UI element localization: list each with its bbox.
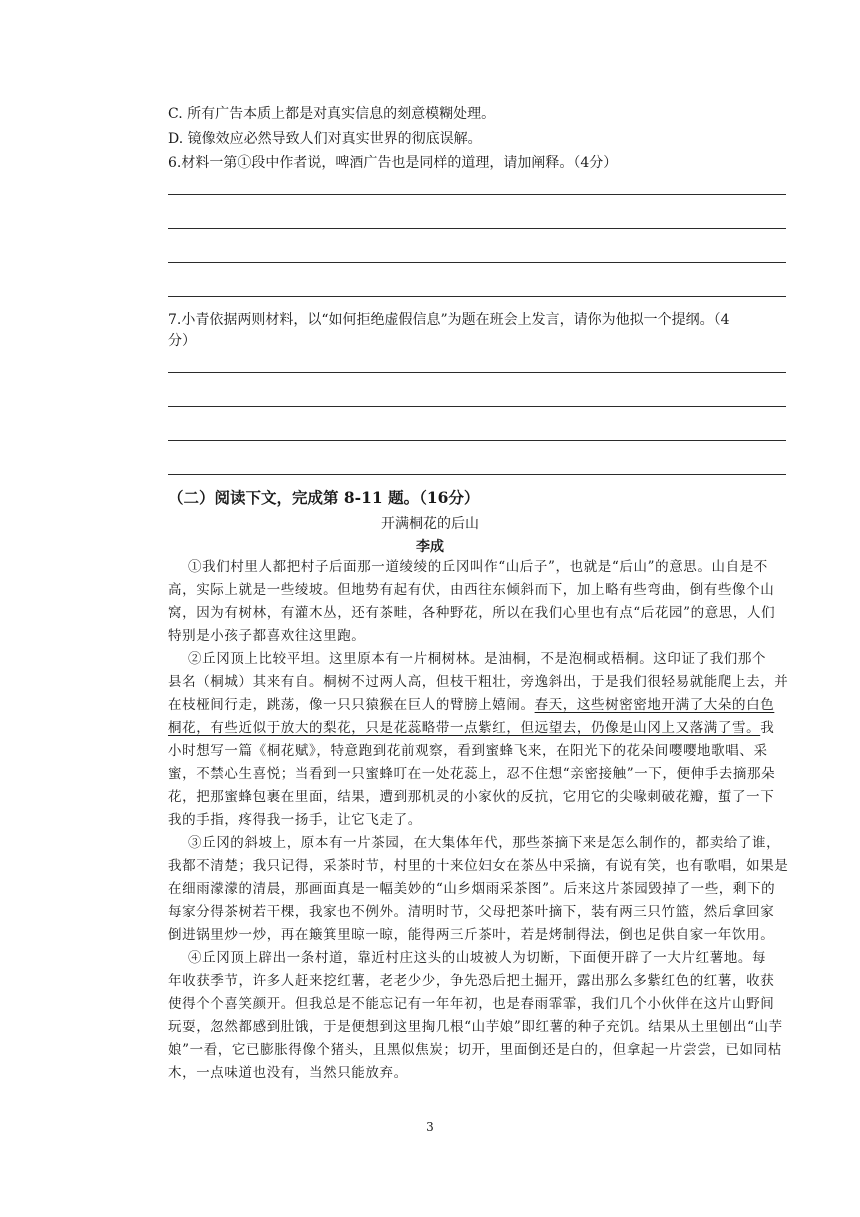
question-7-line-1: 7.小青依据两则材料，以“如何拒绝虚假信息”为题在班会上发言，请你为他拟一个提纲。（4 [168, 312, 730, 328]
paragraph-3 [168, 832, 788, 947]
answer-line [168, 296, 786, 297]
answer-line [168, 440, 786, 441]
paragraph-line: 我都不清楚；我只记得，采茶时节，村里的十来位妇女在茶丛中采摘，有说有笑，也有歌唱，如果是 [168, 858, 788, 874]
paragraph-line: 倒进锅里炒一炒，再在簸箕里晾一晾，能得两三斤茶叶，若是烤制得法，倒也足供自家一年饮用。 [168, 927, 775, 943]
paragraph-line: 高，实际上就是一些绫坡。但地势有起有伏，由西往东倾斜而下，加上略有些弯曲，倒有些像个山 [168, 582, 775, 598]
paragraph-line: 特别是小孩子都喜欢往这里跑。 [168, 628, 366, 644]
paragraph-line: 使得个个喜笑颜开。但我总是不能忘记有一年年初，也是春雨霏霏，我们几个小伙伴在这片山野间 [168, 996, 775, 1012]
paragraph-line: 每家分得茶树若干棵，我家也不例外。清明时节，父母把茶叶摘下，装有两三只竹篮，然后拿回家 [168, 904, 775, 920]
answer-line [168, 372, 786, 373]
paragraph-line: 蜜，不禁心生喜悦；当看到一只蜜蜂叮在一处花蕊上，忍不住想“亲密接触”一下，便伸手去摘那朵 [168, 766, 776, 782]
paragraph-text: 在枝桠间行走，跳荡，像一只只猿猴在巨人的臂膀上嬉闹。 [168, 697, 535, 713]
section-heading: （二）阅读下文，完成第 8-11 题。（16分） [168, 488, 480, 507]
underlined-sentence: 春天，这些树密密地开满了大朵的白色 [534, 697, 775, 713]
answer-line [168, 194, 786, 195]
paragraph-line: 窝，因为有树林，有灌木丛，还有茶畦，各种野花，所以在我们心里也有点“后花园”的意思，人们 [168, 605, 776, 621]
paragraph-1 [168, 556, 788, 648]
paragraph-line: 我的手指，疼得我一扬手，让它飞走了。 [168, 812, 422, 828]
paragraph-line: ①我们村里人都把村子后面那一道绫绫的丘冈叫作“山后子”，也就是“后山”的意思。山自是不 [188, 559, 768, 575]
paragraph-line: 在细雨濛濛的清晨，那画面真是一幅美妙的“山乡烟雨采茶图”。后来这片茶园毁掉了一些，剩下的 [168, 881, 776, 897]
paragraph-line: 木，一点味道也没有，当然只能放弃。 [168, 1065, 408, 1081]
option-c: C. 所有广告本质上都是对真实信息的刻意模糊处理。 [168, 106, 496, 122]
answer-line [168, 474, 786, 475]
question-6: 6.材料一第①段中作者说，啤酒广告也是同样的道理，请加阐释。（4分） [168, 155, 618, 171]
answer-line [168, 406, 786, 407]
paragraph-4 [168, 947, 788, 1085]
paragraph-line: ②丘冈顶上比较平坦。这里原本有一片桐树林。是油桐，不是泡桐或梧桐。这印证了我们那个 [188, 651, 767, 667]
underlined-sentence: 桐花，有些近似于放大的梨花，只是花蕊略带一点紫红，但远望去，仍像是山冈上又落满了雪。 [168, 720, 761, 736]
article-title: 开满桐花的后山 [381, 516, 479, 532]
option-d: D. 镜像效应必然导致人们对真实世界的彻底误解。 [168, 131, 482, 147]
paragraph-line: 娘”一看，它已膨胀得像个猪头，且黑似焦炭；切开，里面倒还是白的，但拿起一片尝尝，已如同枯 [168, 1042, 782, 1058]
paragraph-line [168, 694, 788, 717]
question-7-line-2: 分） [168, 333, 196, 349]
paragraph-line: 年收获季节，许多人赶来挖红薯，老老少少，争先恐后把土掘开，露出那么多紫红色的红薯，收获 [168, 973, 775, 989]
paragraph-line: ③丘冈的斜坡上，原本有一片茶园，在大集体年代，那些茶摘下来是怎么制作的，都卖给了谁， [188, 835, 781, 851]
paragraph-line: ④丘冈顶上辟出一条村道，靠近村庄这头的山坡被人为切断，下面便开辟了一大片红薯地。每 [188, 950, 767, 966]
answer-line [168, 262, 786, 263]
paragraph-line: 县名（桐城）其来有自。桐树不过两人高，但枝干粗壮，旁逸斜出，于是我们很轻易就能爬上去，并 [168, 674, 788, 690]
paragraph-line: 花，把那蜜蜂包裹在里面，结果，遭到那机灵的小家伙的反抗，它用它的尖喙刺破花瓣，蜇了一下 [168, 789, 775, 805]
paragraph-line: 小时想写一篇《桐花赋》，特意跑到花前观察，看到蜜蜂飞来，在阳光下的花朵间嘤嘤地歌唱、采 [168, 743, 768, 759]
page-number: 3 [426, 1120, 434, 1134]
paragraph-2 [168, 648, 788, 832]
paragraph-line [168, 717, 788, 740]
paragraph-text: 我 [760, 720, 775, 736]
article-author: 李成 [416, 539, 444, 555]
paragraph-line: 玩耍，忽然都感到肚饿，于是便想到这里掏几根“山芋娘”即红薯的种子充饥。结果从土里刨出“山芋 [168, 1019, 783, 1035]
answer-line [168, 228, 786, 229]
